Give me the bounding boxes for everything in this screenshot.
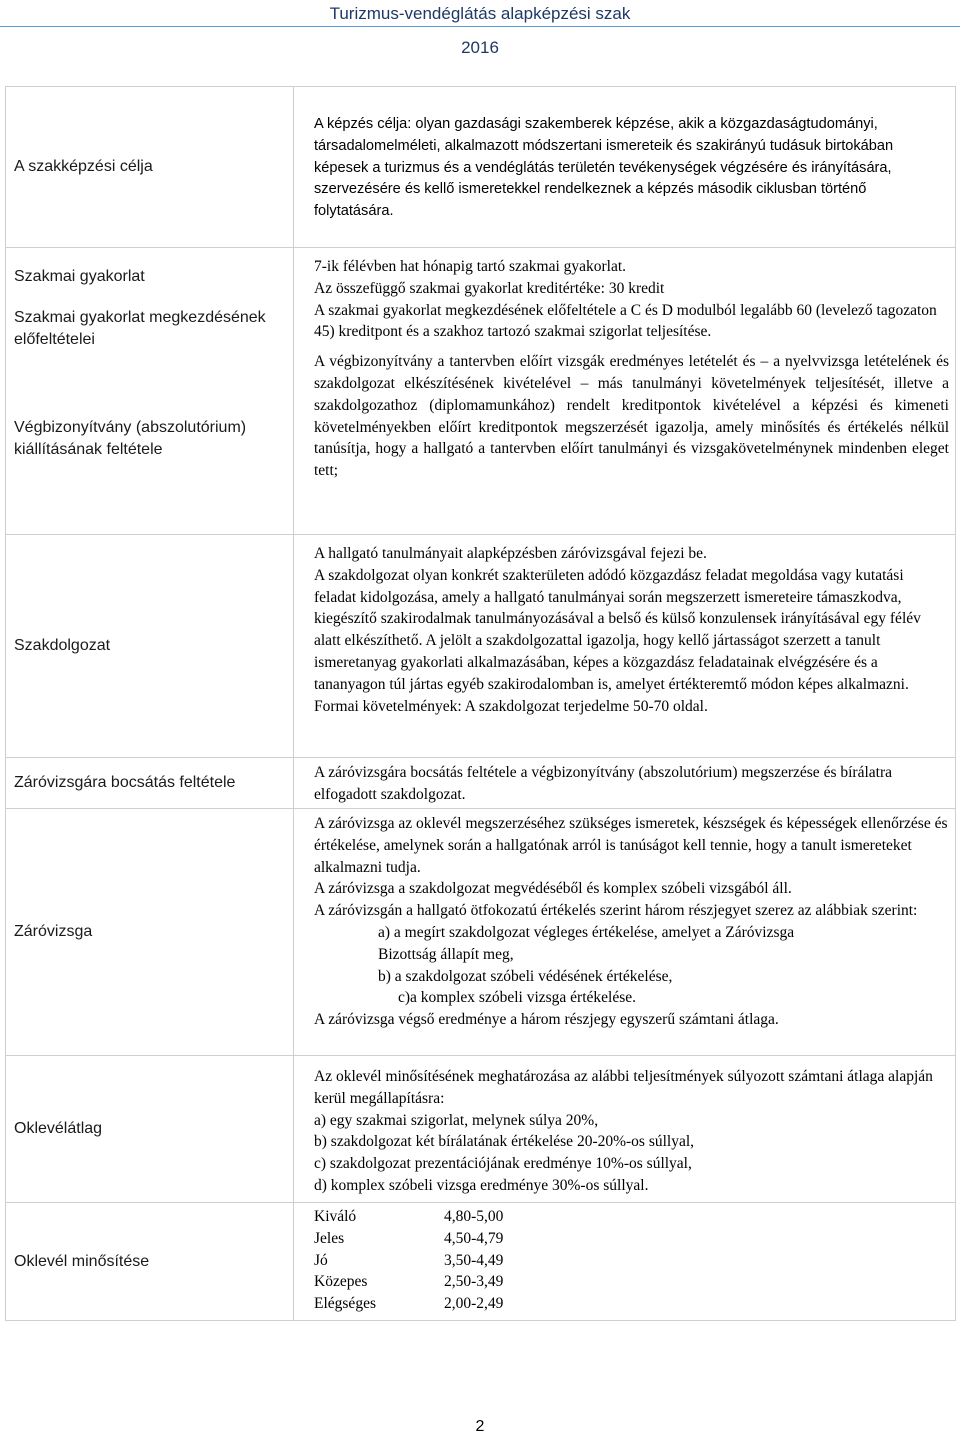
row-label-cell: [6, 87, 294, 247]
grade-name: Kiváló: [314, 1208, 357, 1225]
table-row-gyakorlat: [6, 247, 955, 534]
gyakorlat-duration: 7-ik félévben hat hónapig tartó szakmai gyakorlat.: [314, 258, 627, 275]
row-label-szakdolgozat: Szakdolgozat: [14, 637, 111, 654]
table-row-bocsatas: [6, 757, 955, 808]
row-label-zarovizsga: Záróvizsga: [14, 923, 93, 940]
zarovizsga-grading: A záróvizsgán a hallgató ötfokozatú értékelés szerint három részjegyet szerez az alábbiak szerint:: [314, 902, 918, 920]
szakdolgozat-intro: A hallgató tanulmányait alapképzésben záróvizsgával fejezi be.: [314, 545, 707, 562]
row-content-cell: [294, 535, 955, 757]
header-title: Turizmus-vendéglátás alapképzési szak: [329, 4, 631, 23]
grade-row: [314, 1228, 503, 1250]
row-label-cell: [6, 1203, 294, 1320]
grade-range: 4,50-4,79: [444, 1229, 504, 1247]
zarovizsga-item-b: b) a szakdolgozat szóbeli védésének értékelése,: [378, 967, 673, 985]
row-label-bocsatas: Záróvizsgára bocsátás feltétele: [14, 774, 236, 791]
row-label-cell: [6, 1056, 294, 1202]
table-row-minosites: [6, 1202, 955, 1320]
row-label-cell: [6, 809, 294, 1055]
header-divider: [0, 26, 960, 27]
grade-name: Elégséges: [314, 1295, 376, 1313]
row-content-cell: [294, 87, 955, 247]
header-year: 2016: [461, 38, 499, 57]
zarovizsga-definition: A záróvizsga az oklevél megszerzéséhez szükséges ismeretek, készségek és képességek ellenőrzése és értékelése, amelynek során a hallgatónak arról is tanúságot kell tennie, hogy a tanult ismereteket alkalmazni tudja.: [314, 815, 948, 876]
gyakorlat-prerequisite: A szakmai gyakorlat megkezdésének előfeltétele a C és D modulból legalább 60 (levelező tagozaton 45) kreditpont és a szakhoz tartozó szakmai szigorlat teljesítése.: [314, 301, 937, 341]
grade-row: [314, 1271, 503, 1293]
grade-row: [314, 1250, 503, 1272]
atlag-item-d: d) komplex szóbeli vizsga eredménye 30%-os súllyal.: [314, 1176, 649, 1194]
zarovizsga-item-a-cont: Bizottság állapít meg,: [378, 945, 514, 963]
gyakorlat-credit: Az összefüggő szakmai gyakorlat kreditértéke: 30 kredit: [314, 279, 665, 297]
grade-range: 2,50-3,49: [444, 1273, 504, 1291]
table-row-celja: [6, 87, 955, 247]
atlag-item-a: a) egy szakmai szigorlat, melynek súlya 20%,: [314, 1111, 599, 1129]
atlag-item-c: c) szakdolgozat prezentációjának eredménye 10%-os súllyal,: [314, 1155, 692, 1173]
szakdolgozat-text: A szakdolgozat olyan konkrét szakterületen adódó közgazdász feladat megoldása vagy kutatási feladat kidolgozása, amely a hallgató tanulmányai során megszerzett ismereteire támaszkodva, kiegészítő szakirodalmak tanulmányozásával a belső és külső konzulensek irányításával egy félév alatt elkészíthető. A jelölt a szakdolgozattal igazolja, hogy kellő jártasságot szerzett a tanult ismeretanyag gyakorlati alkalmazásában, képes a közgazdász feladatainak elvégzésére és a tananyagon túl jártas egyéb szakirodalomban is, amelyet értékteremtő módon képes alkalmazni. Formai követelmények: A szakdolgozat terjedelme 50-70 oldal.: [314, 566, 921, 715]
table-row-zarovizsga: [6, 808, 955, 1055]
grade-name: Közepes: [314, 1273, 368, 1291]
atlag-intro: Az oklevél minősítésének meghatározása az alábbi teljesítmények súlyozott számtani átlaga alapján kerül megállapításra:: [314, 1068, 933, 1107]
row-content-cell: [294, 809, 955, 1055]
curriculum-table: [5, 86, 956, 1321]
row-label-cell: [6, 758, 294, 808]
grade-name: Jó: [314, 1251, 328, 1269]
row-label-celja: A szakképzési célja: [14, 158, 153, 175]
row-content-cell: [294, 1056, 955, 1202]
row-content-cell: [294, 1203, 955, 1320]
row-label-cell: [6, 248, 294, 534]
grade-name: Jeles: [314, 1229, 345, 1247]
zarovizsga-item-c: c)a komplex szóbeli vizsga értékelése.: [398, 989, 636, 1007]
bocsatas-text: A záróvizsgára bocsátás feltétele a végbizonyítvány (abszolutórium) megszerzése és bírálatra elfogadott szakdolgozat.: [314, 764, 892, 803]
row-label-atlag: Oklevélátlag: [14, 1120, 103, 1137]
row-content-cell: [294, 758, 955, 808]
table-row-szakdolgozat: [6, 534, 955, 757]
row-label-gyakorlat-elofeltetel: Szakmai gyakorlat megkezdésének előfeltételei: [14, 309, 266, 348]
grade-scale-table: [314, 1206, 503, 1315]
zarovizsga-final: A záróvizsga végső eredménye a három részjegy egyszerű számtani átlaga.: [314, 1011, 779, 1029]
zarovizsga-item-a: a) a megírt szakdolgozat végleges értékelése, amelyet a Záróvizsga: [378, 923, 795, 941]
grade-row: [314, 1206, 503, 1228]
celja-text: A képzés célja: olyan gazdasági szakemberek képzése, akik a közgazdaságtudományi, társadalomelméleti, alkalmazott módszertani ismereteik és szakirányú tudásuk birtokában képesek a turizmus és a vendéglátás területén tevékenységek végzésére és irányítására, szervezésére és kellő ismeretekkel rendelkeznek a képzés második ciklusban történő folytatására.: [314, 116, 894, 220]
vegbizonyitvany-text: A végbizonyítvány a tantervben előírt vizsgák eredményes letételét és – a nyelvvizsga letételének és szakdolgozat elkészítésének kivételével – más tanulmányi követelmények teljesítését, illetve a szakdolgozathoz (diplomamunkához) rendelt kreditpontok kivételével a képzési és kimeneti követelményekben előírt kreditpontok megszerzését igazolja, amely minősítés és értékelés nélkül tanúsítja, hogy a hallgató a tantervben előírt tanulmányi és vizsgakövetelménynek mindenben eleget tett;: [314, 353, 949, 480]
row-content-cell: [294, 248, 955, 534]
table-row-atlag: [6, 1055, 955, 1202]
row-label-cell: [6, 535, 294, 757]
grade-range: 2,00-2,49: [444, 1295, 504, 1313]
atlag-item-b: b) szakdolgozat két bírálatának értékelése 20-20%-os súllyal,: [314, 1133, 695, 1151]
grade-range: 3,50-4,49: [444, 1251, 504, 1269]
row-label-vegbizonyitvany: Végbizonyítvány (abszolutórium) kiállításának feltétele: [14, 419, 247, 458]
row-label-minosites: Oklevél minősítése: [14, 1252, 150, 1270]
grade-range: 4,80-5,00: [444, 1208, 504, 1225]
grade-row: [314, 1293, 503, 1315]
zarovizsga-parts: A záróvizsga a szakdolgozat megvédéséből és komplex szóbeli vizsgából áll.: [314, 880, 792, 898]
row-label-gyakorlat: Szakmai gyakorlat: [14, 268, 145, 285]
page-number: 2: [475, 1418, 485, 1435]
